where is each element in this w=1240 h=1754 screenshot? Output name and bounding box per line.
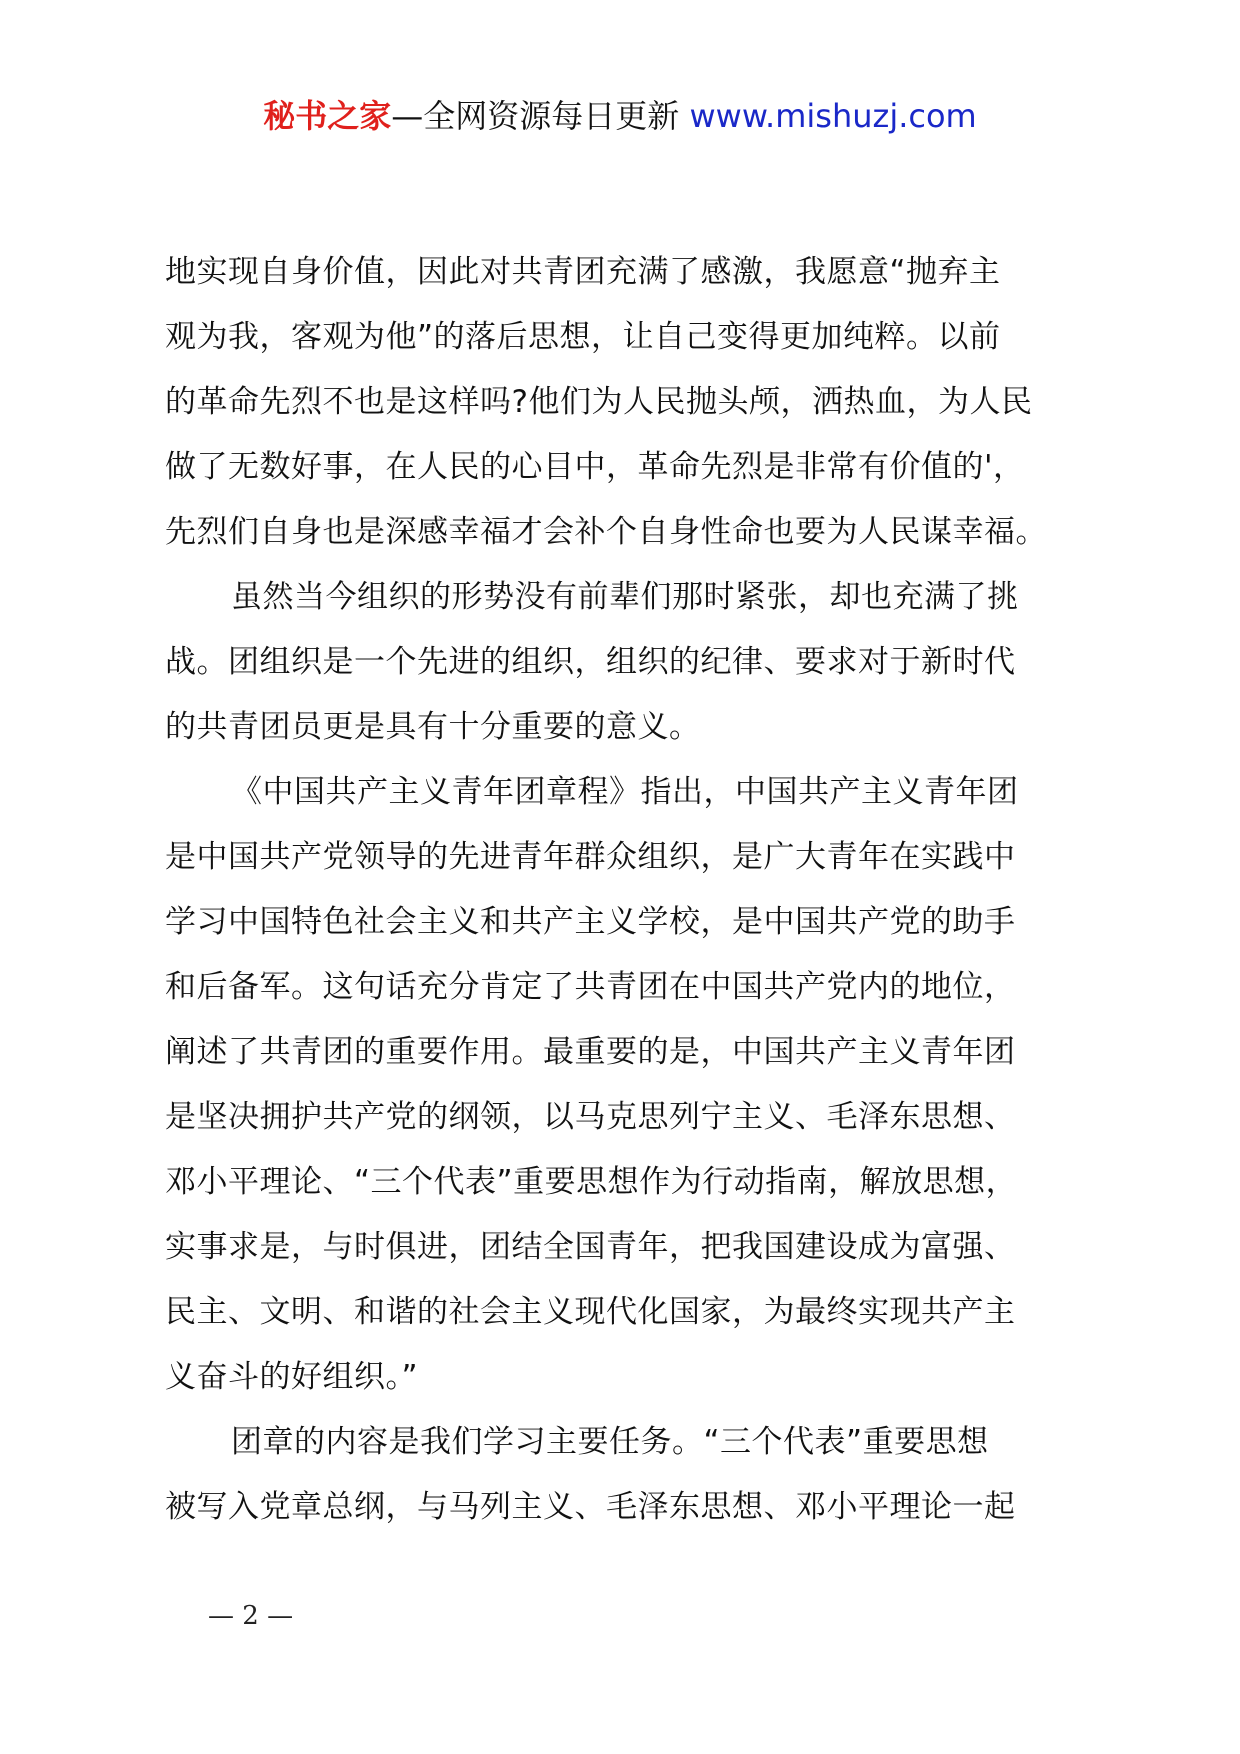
text-line: 邓小平理论、“三个代表”重要思想作为行动指南，解放思想， [165, 1164, 1018, 1200]
text-line: 义奋斗的好组织。” [165, 1359, 419, 1395]
header-slogan: —全网资源每日更新 [391, 97, 680, 135]
header-url-link[interactable]: www.mishuzj.com [689, 97, 977, 135]
site-header [0, 96, 1240, 136]
text-line: 先烈们自身也是深感幸福才会补个自身性命也要为人民谋幸福。 [165, 514, 1047, 550]
document-body [165, 240, 1085, 1540]
text-line: 民主、文明、和谐的社会主义现代化国家，为最终实现共产主 [165, 1294, 1016, 1330]
text-line: 的共青团员更是具有十分重要的意义。 [165, 709, 701, 745]
text-line: 观为我，客观为他”的落后思想，让自己变得更加纯粹。以前 [165, 319, 1001, 355]
text-line: 和后备军。这句话充分肯定了共青团在中国共产党内的地位， [165, 969, 1016, 1005]
text-line: 阐述了共青团的重要作用。最重要的是，中国共产主义青年团 [165, 1034, 1016, 1070]
text-line: 学习中国特色社会主义和共产主义学校，是中国共产党的助手 [165, 904, 1016, 940]
header-brand: 秘书之家 [263, 97, 392, 135]
paragraph-start-line: 团章的内容是我们学习主要任务。“三个代表”重要思想 [231, 1424, 989, 1460]
page-number: — 2 — [208, 1601, 294, 1631]
paragraph-start-line: 虽然当今组织的形势没有前辈们那时紧张，却也充满了挑 [231, 579, 1019, 615]
paragraph-start-line: 《中国共产主义青年团章程》指出，中国共产主义青年团 [231, 774, 1019, 810]
text-line: 被写入党章总纲，与马列主义、毛泽东思想、邓小平理论一起 [165, 1489, 1016, 1525]
text-line: 的革命先烈不也是这样吗?他们为人民抛头颅，洒热血，为人民 [165, 384, 1033, 420]
text-line: 战。团组织是一个先进的组织，组织的纪律、要求对于新时代 [165, 644, 1016, 680]
text-line: 做了无数好事，在人民的心目中，革命先烈是非常有价值的'， [165, 449, 1025, 485]
text-line: 地实现自身价值，因此对共青团充满了感激，我愿意“抛弃主 [165, 254, 1001, 290]
text-line: 实事求是，与时俱进，团结全国青年，把我国建设成为富强、 [165, 1229, 1016, 1265]
text-line: 是中国共产党领导的先进青年群众组织，是广大青年在实践中 [165, 839, 1016, 875]
text-line: 是坚决拥护共产党的纲领，以马克思列宁主义、毛泽东思想、 [165, 1099, 1016, 1135]
